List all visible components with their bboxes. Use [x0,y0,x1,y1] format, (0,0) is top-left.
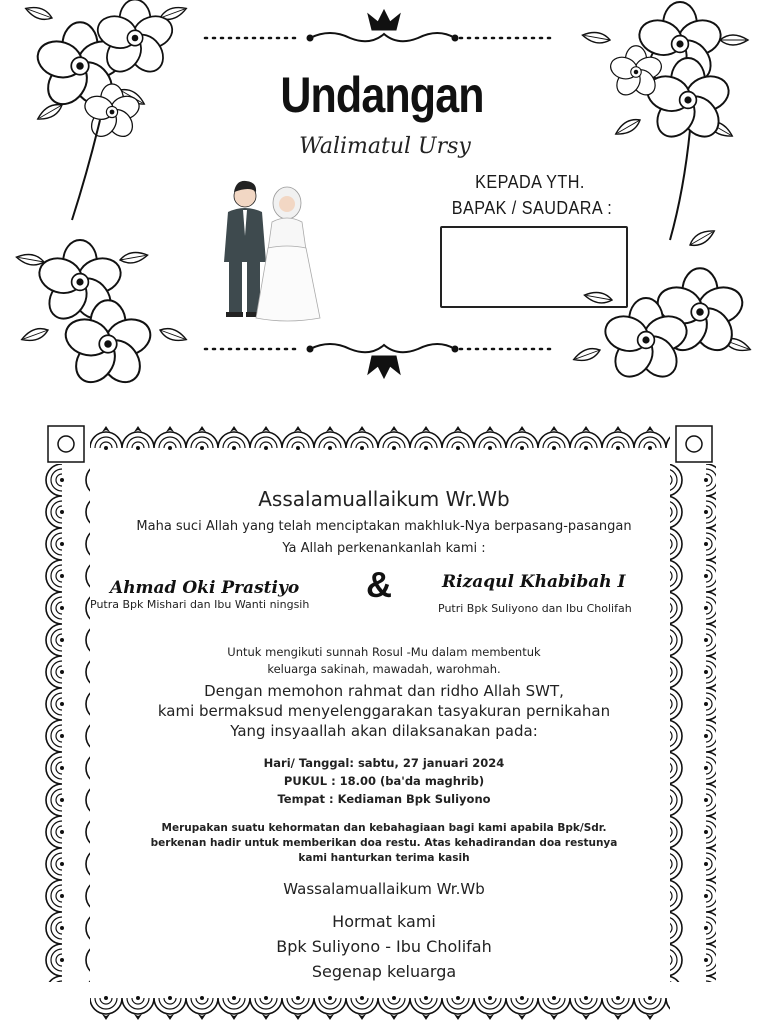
couple-illustration [224,181,320,321]
groom-name: Ahmad Oki Prastiyo [110,578,300,598]
flower-ornament-icon-top-left [24,0,188,220]
recipient-label: KEPADA YTH. [475,172,585,192]
event-date: Hari/ Tanggal: sabtu, 27 januari 2024 [263,756,505,770]
greeting: Assalamuallaikum Wr.Wb [258,487,510,511]
event-place: Tempat : Kediaman Bpk Suliyono [277,792,491,806]
invitation-title: Undangan [280,67,484,123]
invite-line-2: kami bermaksud menyelenggarakan tasyakuran pernikahan [157,702,611,720]
crown-flourish-icon-top [205,10,556,41]
recipient-address-box [440,226,628,308]
bride-name: Rizaqul Khabibah I [442,572,626,592]
farewell: Wassalamuallaikum Wr.Wb [283,880,485,898]
cover-ornaments [0,0,768,400]
flower-ornament-icon-mid-left [16,240,188,390]
invite-line-1: Dengan memohon rahmat dan ridho Allah SWT, [204,682,564,700]
crown-flourish-icon-bottom [205,344,556,378]
signoff-line-2: Bpk Suliyono - Ibu Cholifah [276,937,492,956]
signoff-line-3: Segenap keluarga [311,962,457,981]
event-time: PUKUL : 18.00 (ba'da maghrib) [283,774,485,788]
recipient-salutation: BAPAK / SAUDARA : [451,198,613,218]
ampersand: & [366,564,392,605]
signoff-line-1: Hormat kami [332,912,436,931]
invitation-subtitle: Walimatul Ursy [299,134,471,159]
sunnah-line-1: Untuk mengikuti sunnah Rosul -Mu dalam membentuk [227,645,541,659]
intro-line-1: Maha suci Allah yang telah menciptakan makhluk-Nya berpasang-pasangan [136,519,632,534]
intro-line-2: Ya Allah perkenankanlah kami : [282,541,486,556]
groom-parents: Putra Bpk Mishari dan Ibu Wanti ningsih [90,598,310,611]
bride-parents: Putri Bpk Suliyono dan Ibu Cholifah [438,602,632,615]
closing-line-1: Merupakan suatu kehormatan dan kebahagiaan bagi kami apabila Bpk/Sdr. [161,822,607,834]
sunnah-line-2: keluarga sakinah, mawadah, warohmah. [267,662,501,676]
closing-line-3: kami hanturkan terima kasih [298,852,470,864]
closing-line-2: berkenan hadir untuk memberikan doa restu. Atas kehadirandan doa restunya [150,837,618,849]
invite-line-3: Yang insyaallah akan dilaksanakan pada: [230,722,538,740]
